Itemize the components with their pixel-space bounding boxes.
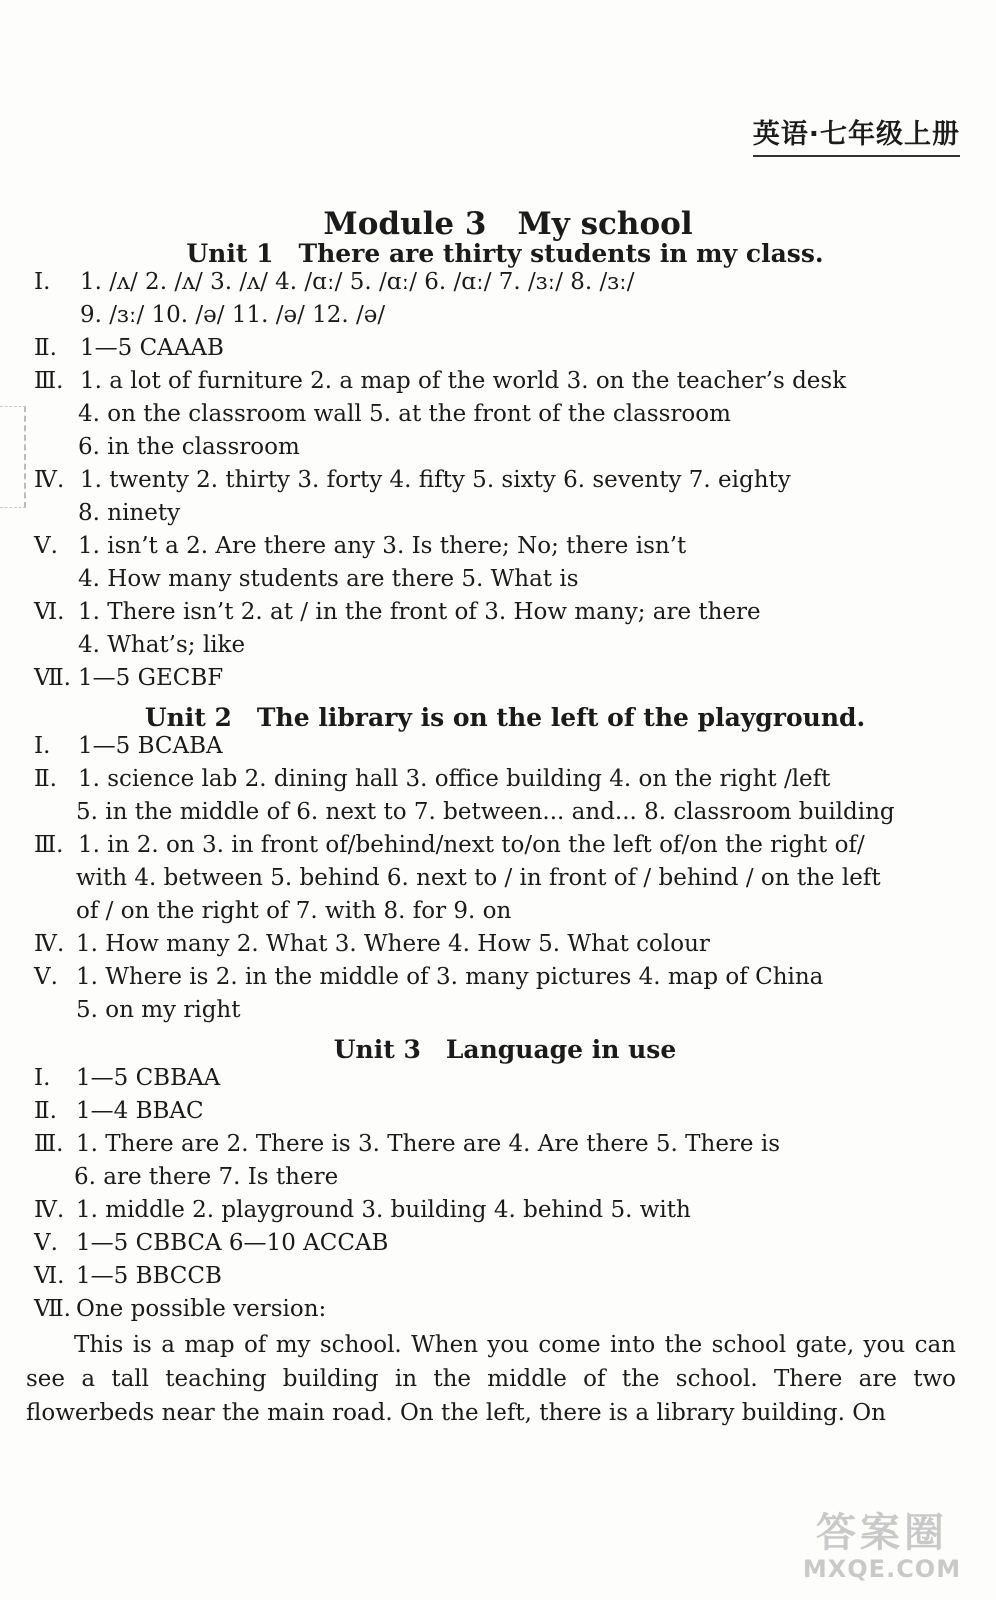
answer-line: 1. twenty 2. thirty 3. forty 4. fifty 5. sixty 6. seventy 7. eighty — [80, 467, 791, 493]
answer-line: 1. middle 2. playground 3. building 4. behind 5. with — [76, 1197, 691, 1223]
section-number: Ⅲ. — [34, 368, 64, 394]
answer-line: 1. in 2. on 3. in front of/behind/next to/on the left of/on the right of/ — [78, 832, 865, 858]
unit1-title: Unit 1 There are thirty students in my class. — [186, 239, 824, 268]
answer-line: 1. a lot of furniture 2. a map of the world 3. on the teacher’s desk — [80, 368, 847, 394]
section-number: Ⅱ. — [34, 1098, 57, 1124]
section-number: Ⅲ. — [34, 832, 64, 858]
answer-line: 4. How many students are there 5. What is — [78, 566, 579, 592]
answer-line: 1—4 BBAC — [76, 1098, 204, 1124]
answer-line: 1. There are 2. There is 3. There are 4. Are there 5. There is — [76, 1131, 781, 1157]
section-number: Ⅴ. — [34, 1230, 58, 1256]
answer-line: of / on the right of 7. with 8. for 9. on — [76, 898, 512, 924]
section-number: Ⅱ. — [34, 335, 57, 361]
section-number: Ⅶ. — [34, 665, 71, 691]
answer-line: 6. are there 7. Is there — [74, 1164, 339, 1190]
section-number: Ⅰ. — [34, 269, 51, 295]
unit2-title: Unit 2 The library is on the left of the playground. — [144, 703, 866, 732]
section-number: Ⅰ. — [34, 1065, 51, 1091]
answer-line: 1—5 GECBF — [78, 665, 224, 691]
section-number: Ⅳ. — [34, 931, 65, 957]
answer-line: 1. /ʌ/ 2. /ʌ/ 3. /ʌ/ 4. /ɑː/ 5. /ɑː/ 6. /ɑː/ 7. /ɜː/ 8. /ɜː/ — [80, 269, 635, 295]
section-number: Ⅳ. — [34, 1197, 65, 1223]
section-number: Ⅴ. — [34, 964, 58, 990]
answer-line: 1—5 CBBAA — [76, 1065, 221, 1091]
answer-line: 4. on the classroom wall 5. at the front of the classroom — [78, 401, 731, 427]
answer-line: 5. in the middle of 6. next to 7. between... and... 8. classroom building — [76, 799, 895, 825]
answer-line: 1. isn’t a 2. Are there any 3. Is there; No; there isn’t — [78, 533, 687, 559]
watermark-url: MXQE.COM — [802, 1555, 962, 1583]
answer-line: 1—5 BBCCB — [76, 1263, 222, 1289]
module-title: Module 3 My school — [323, 206, 693, 242]
answer-line: 1—5 CBBCA 6—10 ACCAB — [76, 1230, 389, 1256]
section-number: Ⅲ. — [34, 1131, 64, 1157]
section-number: Ⅵ. — [34, 599, 65, 625]
answer-line: 1. There isn’t 2. at / in the front of 3. How many; are there — [78, 599, 761, 625]
unit3-title: Unit 3 Language in use — [333, 1035, 677, 1064]
answer-line: 1—5 CAAAB — [80, 335, 224, 361]
answer-line: with 4. between 5. behind 6. next to / in front of / behind / on the left — [76, 865, 881, 891]
answer-line: 6. in the classroom — [78, 434, 300, 460]
section-number: Ⅰ. — [34, 733, 51, 759]
book-subject-header: 英语·七年级上册 — [753, 112, 960, 157]
sample-essay-paragraph: This is a map of my school. When you come into the school gate, you can see a tall teaching building in the middle of the school. There are two flowerbeds near the main road. On the left, there is a library building. On — [26, 1332, 956, 1426]
answer-line: 8. ninety — [78, 500, 181, 526]
binding-margin-mark — [0, 406, 26, 508]
answer-line: 5. on my right — [76, 997, 241, 1023]
answer-line: One possible version: — [76, 1296, 327, 1322]
answer-line: 9. /ɜː/ 10. /ə/ 11. /ə/ 12. /ə/ — [80, 302, 386, 328]
answer-line: 1. Where is 2. in the middle of 3. many pictures 4. map of China — [76, 964, 824, 990]
answer-line: 1. science lab 2. dining hall 3. office building 4. on the right /left — [78, 766, 831, 792]
watermark-logo-text: 答案圈 — [816, 1510, 948, 1556]
answer-line: 1. How many 2. What 3. Where 4. How 5. What colour — [76, 931, 710, 957]
section-number: Ⅵ. — [34, 1263, 65, 1289]
site-watermark — [792, 1510, 972, 1590]
answer-line: 1—5 BCABA — [78, 733, 223, 759]
section-number: Ⅱ. — [34, 766, 57, 792]
section-number: Ⅳ. — [34, 467, 65, 493]
answer-line: 4. What’s; like — [78, 632, 246, 658]
section-number: Ⅶ. — [34, 1296, 71, 1322]
section-number: Ⅴ. — [34, 533, 58, 559]
